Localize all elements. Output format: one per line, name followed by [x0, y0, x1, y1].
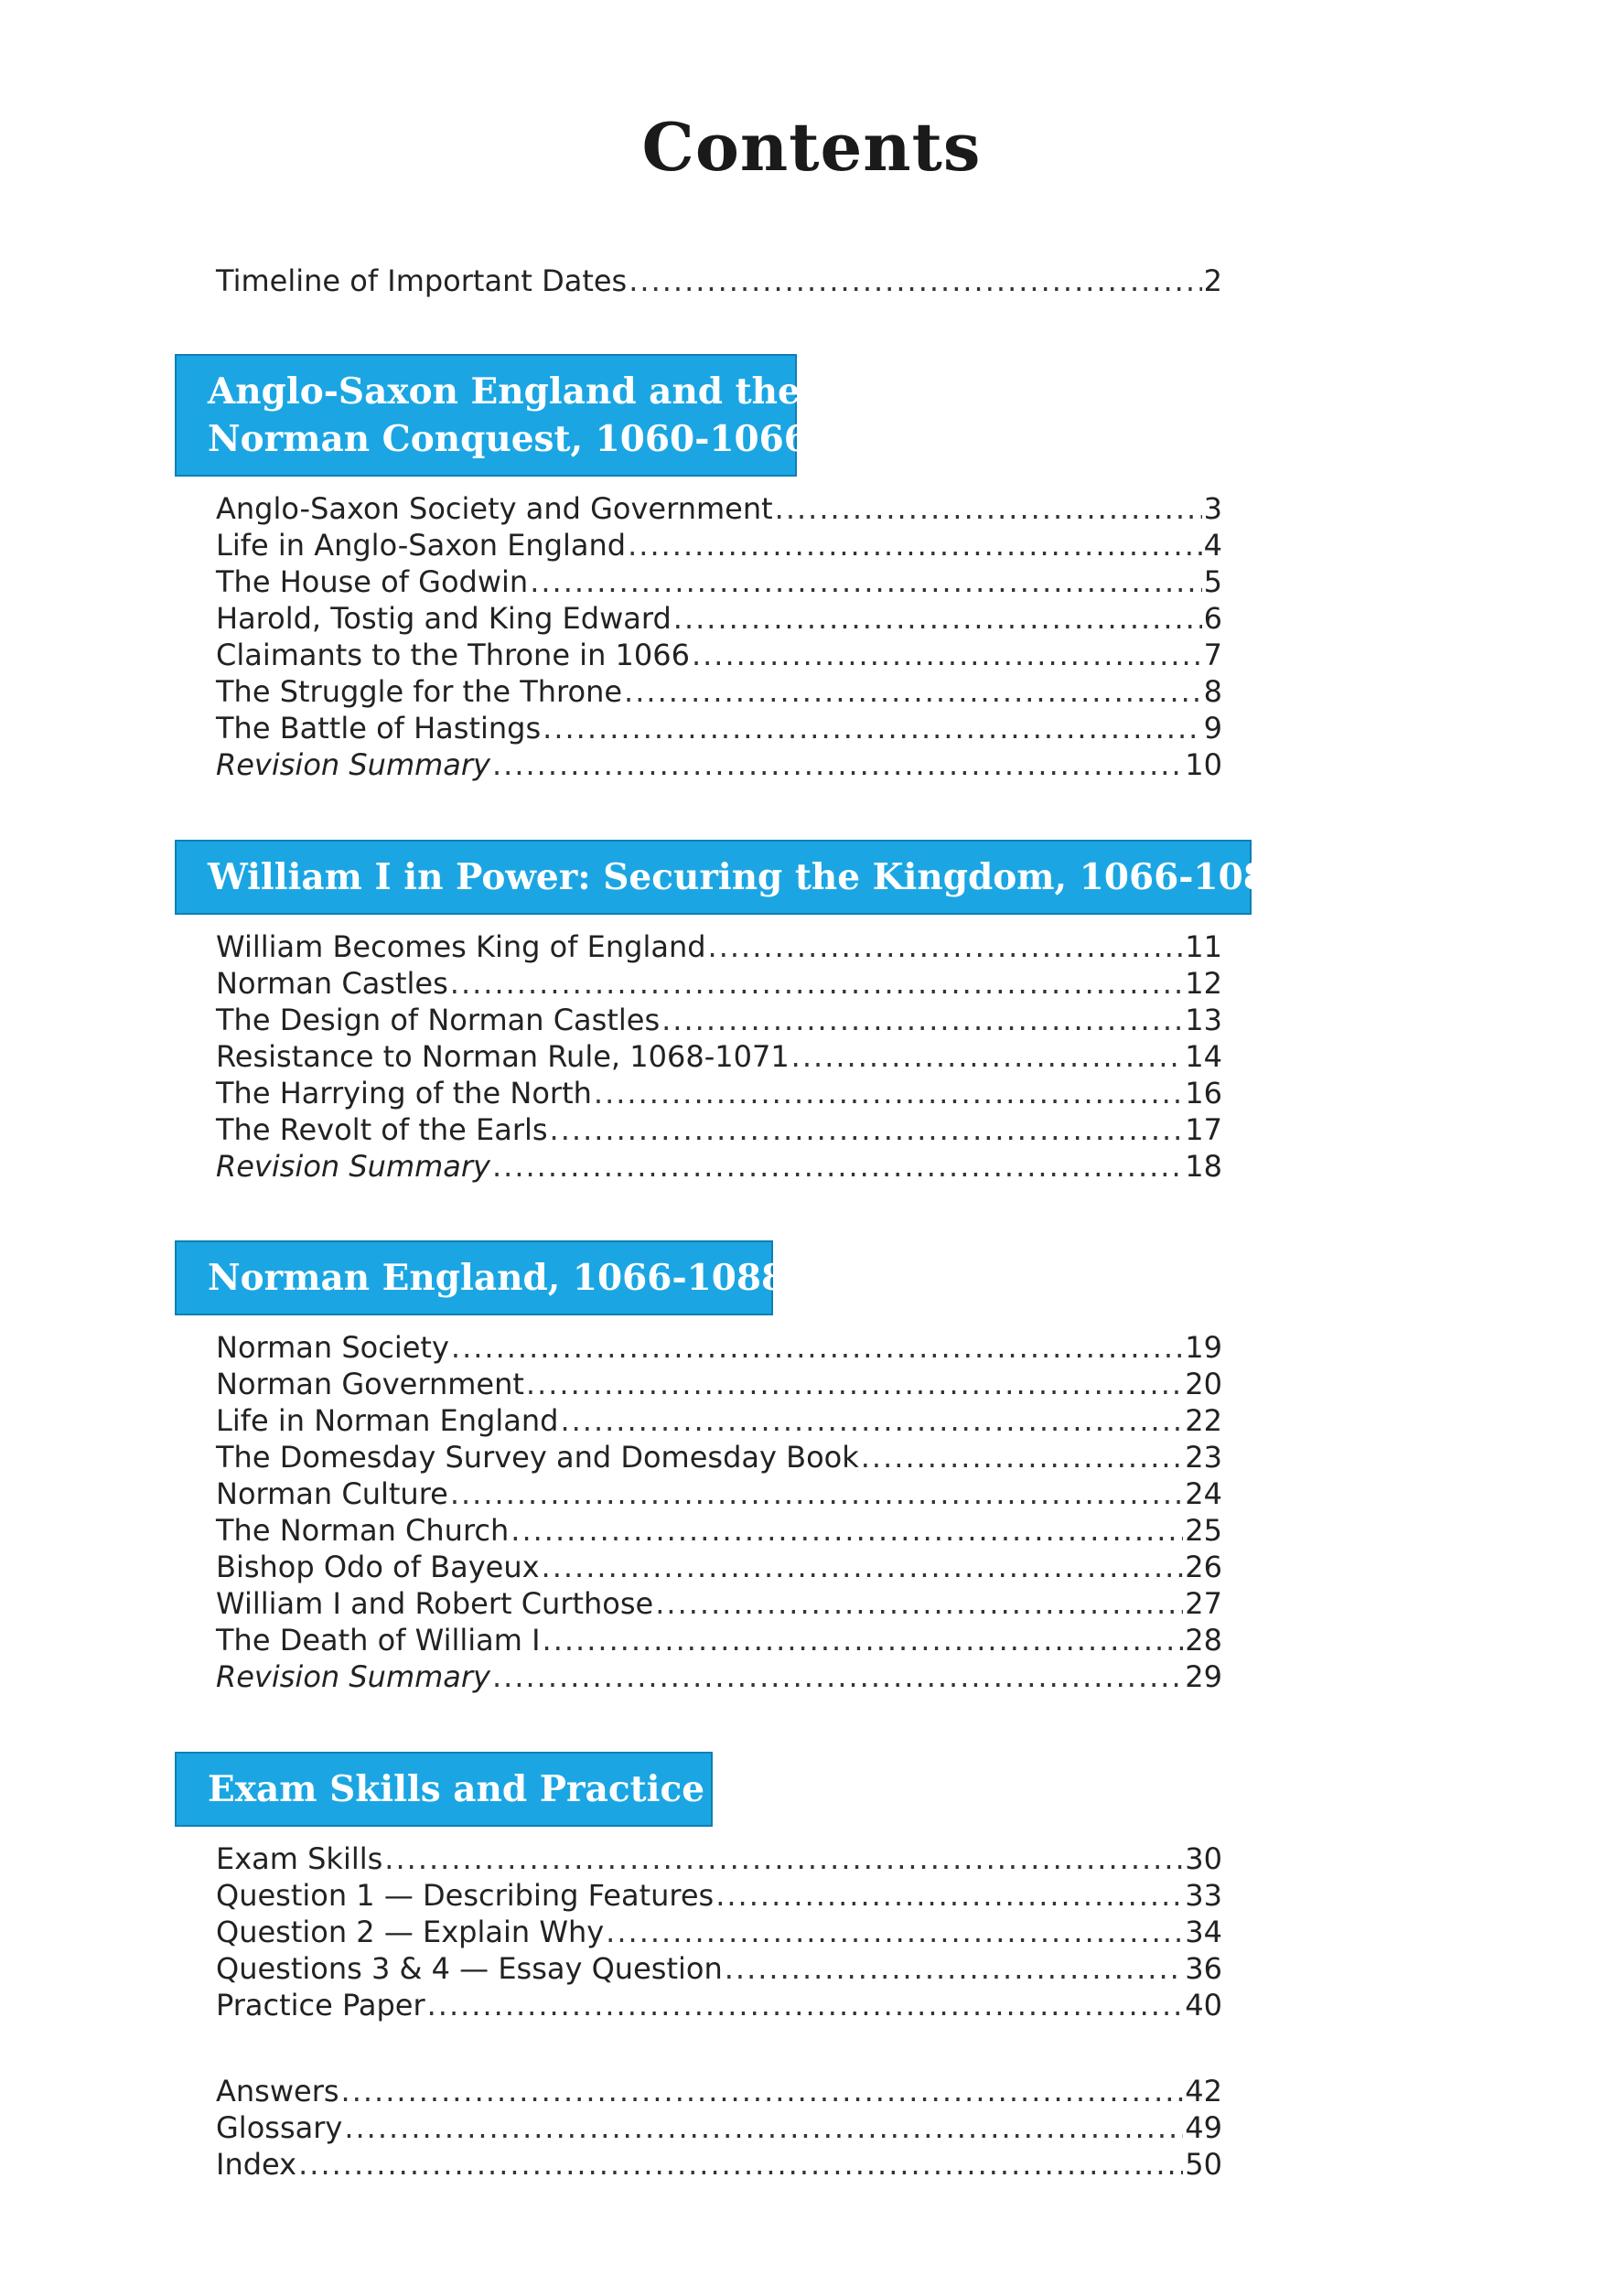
leader-dots: [725, 1950, 1184, 1987]
toc-entry[interactable]: [216, 1111, 1222, 1148]
toc-entry-page: 14: [1185, 1039, 1222, 1074]
toc-entry-page: 49: [1185, 2110, 1222, 2145]
toc-entry-page: 11: [1185, 929, 1222, 964]
toc-entry-label: Harold, Tostig and King Edward: [216, 601, 672, 636]
toc-entry[interactable]: [216, 1840, 1222, 1877]
toc-entry-label: The Domesday Survey and Domesday Book: [216, 1440, 859, 1475]
toc-entry-page: 29: [1185, 1659, 1222, 1694]
toc-entry-page: 42: [1185, 2074, 1222, 2108]
toc-entry[interactable]: [216, 1914, 1222, 1950]
toc-entry[interactable]: [216, 1402, 1222, 1439]
leader-dots: [606, 1914, 1183, 1950]
toc-entry-page: 19: [1185, 1330, 1222, 1365]
leader-dots: [526, 1366, 1183, 1402]
toc-entry-label: The Struggle for the Throne: [216, 674, 623, 709]
toc-entry[interactable]: [216, 600, 1222, 637]
leader-dots: [629, 263, 1201, 299]
toc-entry-label: The Harrying of the North: [216, 1076, 592, 1110]
toc-entry-label: Resistance to Norman Rule, 1068-1071: [216, 1039, 790, 1074]
toc-entry-page: 33: [1185, 1878, 1222, 1913]
leader-dots: [655, 1585, 1183, 1622]
toc-entry-label: Bishop Odo of Bayeux: [216, 1550, 540, 1584]
leader-dots: [492, 1148, 1183, 1185]
toc-entry-revision-summary[interactable]: [216, 1148, 1222, 1185]
toc-section-4: [216, 1840, 1222, 2023]
section-heading: [175, 1240, 787, 1315]
toc-entry-page: 10: [1185, 747, 1222, 782]
leader-dots: [492, 746, 1183, 783]
toc-entry-label: Answers: [216, 2074, 339, 2108]
toc-entry[interactable]: [216, 1475, 1222, 1512]
section-heading: [175, 354, 809, 477]
toc-entry-page: 24: [1185, 1476, 1222, 1511]
toc-entry-label: Glossary: [216, 2110, 343, 2145]
toc-entry-page: 34: [1185, 1915, 1222, 1949]
toc-entry-label: Anglo-Saxon Society and Government: [216, 491, 773, 526]
leader-dots: [715, 1877, 1183, 1914]
toc-entry-label: William Becomes King of England: [216, 929, 706, 964]
leader-dots: [628, 527, 1202, 563]
toc-entry-label: Norman Society: [216, 1330, 449, 1365]
toc-entry-revision-summary[interactable]: [216, 1658, 1222, 1695]
toc-entry-label: The Design of Norman Castles: [216, 1003, 661, 1037]
leader-dots: [450, 1475, 1183, 1512]
toc-entry[interactable]: [216, 1439, 1222, 1475]
toc-entry[interactable]: [216, 1585, 1222, 1622]
toc-entry-page: 13: [1185, 1003, 1222, 1037]
leader-dots: [341, 2073, 1184, 2109]
toc-entry[interactable]: [216, 1987, 1222, 2023]
toc-back-matter: [216, 2073, 1222, 2183]
toc-entry-page: 27: [1185, 1586, 1222, 1621]
toc-entry-label: Revision Summary: [216, 1149, 490, 1184]
leader-dots: [594, 1075, 1183, 1111]
leader-dots: [791, 1038, 1184, 1075]
toc-entry-label: Norman Culture: [216, 1476, 448, 1511]
toc-intro: [216, 263, 1222, 299]
toc-entry-page: 26: [1185, 1550, 1222, 1584]
leader-dots: [661, 1002, 1183, 1038]
toc-entry[interactable]: [216, 1950, 1222, 1987]
toc-entry[interactable]: [216, 965, 1222, 1002]
page-title: Contents: [641, 108, 982, 186]
leader-dots: [450, 965, 1184, 1002]
toc-entry[interactable]: [216, 928, 1222, 965]
toc-entry-page: 23: [1185, 1440, 1222, 1475]
toc-entry[interactable]: [216, 1622, 1222, 1658]
toc-entry-label: Timeline of Important Dates: [216, 263, 628, 298]
section-heading-line: Norman Conquest, 1060-1066: [208, 418, 809, 460]
section-heading-line: Norman England, 1066-1088: [208, 1257, 787, 1299]
toc-entry[interactable]: [216, 263, 1222, 299]
toc-entry-page: 3: [1203, 491, 1222, 526]
section-heading: [175, 1752, 713, 1827]
toc-entry-label: Life in Norman England: [216, 1403, 559, 1438]
toc-entry-label: The Revolt of the Earls: [216, 1112, 548, 1147]
toc-entry-page: 5: [1203, 564, 1222, 599]
leader-dots: [344, 2109, 1183, 2146]
toc-entry[interactable]: [216, 1366, 1222, 1402]
leader-dots: [861, 1439, 1184, 1475]
leader-dots: [530, 563, 1201, 600]
leader-dots: [624, 673, 1202, 710]
toc-entry-label: Claimants to the Throne in 1066: [216, 638, 690, 672]
toc-section-3: [216, 1329, 1222, 1695]
toc-entry-page: 8: [1203, 674, 1222, 709]
toc-entry-label: Revision Summary: [216, 1659, 490, 1694]
toc-entry-label: Practice Paper: [216, 1988, 425, 2022]
toc-entry[interactable]: [216, 637, 1222, 673]
leader-dots: [708, 928, 1184, 965]
leader-dots: [543, 710, 1201, 746]
toc-entry[interactable]: [216, 2073, 1222, 2109]
toc-entry-page: 30: [1185, 1841, 1222, 1876]
section-heading-line: Anglo-Saxon England and the: [208, 370, 801, 413]
section-heading-line: William I in Power: Securing the Kingdom, 1066-1087: [208, 856, 1293, 898]
toc-entry-page: 20: [1185, 1367, 1222, 1401]
leader-dots: [673, 600, 1202, 637]
toc-entry-page: 40: [1185, 1988, 1222, 2022]
toc-entry-page: 9: [1203, 711, 1222, 746]
toc-entry[interactable]: [216, 1512, 1222, 1549]
toc-entry-label: Question 2 — Explain Why: [216, 1915, 605, 1949]
toc-entry[interactable]: [216, 2109, 1222, 2146]
leader-dots: [543, 1622, 1184, 1658]
toc-entry-label: Index: [216, 2147, 297, 2182]
toc-entry-page: 25: [1185, 1513, 1222, 1548]
leader-dots: [427, 1987, 1184, 2023]
leader-dots: [492, 1658, 1183, 1695]
toc-entry-page: 18: [1185, 1149, 1222, 1184]
toc-entry-label: Question 1 — Describing Features: [216, 1878, 715, 1913]
toc-entry[interactable]: [216, 2146, 1222, 2183]
toc-entry[interactable]: [216, 1002, 1222, 1038]
leader-dots: [298, 2146, 1183, 2183]
toc-entry[interactable]: [216, 1329, 1222, 1366]
toc-entry-label: Norman Castles: [216, 966, 448, 1001]
toc-entry-label: Norman Government: [216, 1367, 524, 1401]
toc-entry-label: The Death of William I: [216, 1623, 541, 1658]
toc-entry-page: 4: [1203, 528, 1222, 563]
leader-dots: [550, 1111, 1184, 1148]
toc-entry[interactable]: [216, 1549, 1222, 1585]
leader-dots: [775, 490, 1202, 527]
toc-entry-label: Questions 3 & 4 — Essay Question: [216, 1951, 723, 1986]
leader-dots: [451, 1329, 1183, 1366]
toc-entry[interactable]: [216, 490, 1222, 527]
toc-entry-label: Revision Summary: [216, 747, 490, 782]
toc-entry-page: 12: [1185, 966, 1222, 1001]
toc-entry-page: 16: [1185, 1076, 1222, 1110]
section-heading-line: Exam Skills and Practice: [208, 1768, 705, 1810]
toc-entry[interactable]: [216, 527, 1222, 563]
leader-dots: [511, 1512, 1183, 1549]
toc-section-2: [216, 928, 1222, 1185]
toc-entry-page: 7: [1203, 638, 1222, 672]
toc-entry-label: The House of Godwin: [216, 564, 529, 599]
toc-entry[interactable]: [216, 1075, 1222, 1111]
toc-entry-revision-summary[interactable]: [216, 746, 1222, 783]
toc-entry-page: 36: [1185, 1951, 1222, 1986]
toc-entry[interactable]: [216, 1038, 1222, 1075]
toc-entry-page: 17: [1185, 1112, 1222, 1147]
toc-entry-page: 50: [1185, 2147, 1222, 2182]
toc-entry-label: William I and Robert Curthose: [216, 1586, 654, 1621]
toc-section-1: [216, 490, 1222, 783]
leader-dots: [560, 1402, 1183, 1439]
toc-entry-label: Life in Anglo-Saxon England: [216, 528, 627, 563]
toc-entry-label: Exam Skills: [216, 1841, 383, 1876]
section-heading: [175, 840, 1293, 915]
toc-entry-page: 22: [1185, 1403, 1222, 1438]
toc-entry-label: The Battle of Hastings: [216, 711, 542, 746]
toc-entry-page: 2: [1203, 263, 1222, 298]
toc-entry-label: The Norman Church: [216, 1513, 510, 1548]
toc-entry-page: 28: [1185, 1623, 1222, 1658]
toc-entry[interactable]: [216, 710, 1222, 746]
leader-dots: [692, 637, 1202, 673]
toc-entry[interactable]: [216, 1877, 1222, 1914]
leader-dots: [542, 1549, 1184, 1585]
toc-entry[interactable]: [216, 673, 1222, 710]
toc-entry[interactable]: [216, 563, 1222, 600]
leader-dots: [384, 1840, 1183, 1877]
toc-entry-page: 6: [1203, 601, 1222, 636]
